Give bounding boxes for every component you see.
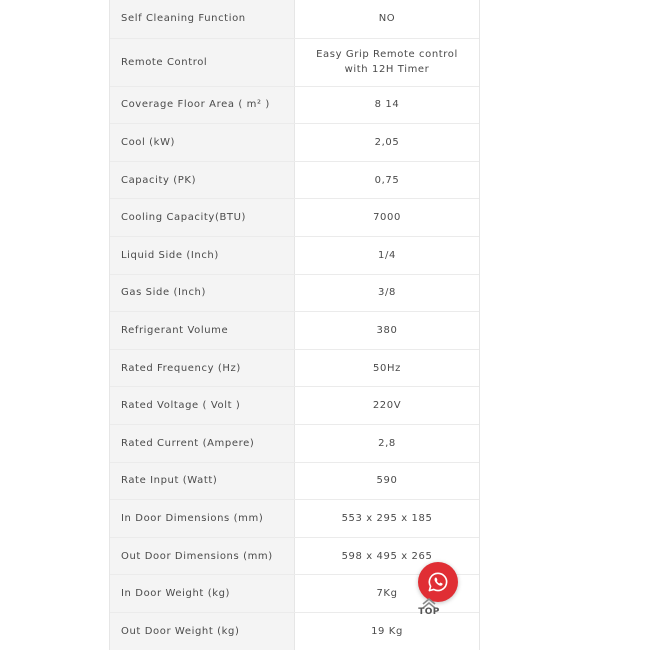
- spec-value: 1/4: [295, 237, 479, 274]
- table-row: [110, 123, 479, 161]
- spec-value: NO: [295, 0, 479, 38]
- table-row: [110, 499, 479, 537]
- spec-value: 553 x 295 x 185: [295, 500, 479, 537]
- table-row: [110, 161, 479, 199]
- spec-label: Capacity (PK): [110, 162, 295, 199]
- table-row: [110, 38, 479, 86]
- spec-label: Liquid Side (Inch): [110, 237, 295, 274]
- spec-value: 7Kg: [295, 575, 479, 612]
- spec-value: 19 Kg: [295, 613, 479, 650]
- table-row: [110, 424, 479, 462]
- whatsapp-icon: [427, 571, 449, 593]
- spec-label: Out Door Weight (kg): [110, 613, 295, 650]
- spec-value: 2,05: [295, 124, 479, 161]
- spec-value: 50Hz: [295, 350, 479, 387]
- spec-label: Self Cleaning Function: [110, 0, 295, 38]
- table-row: [110, 274, 479, 312]
- spec-label: In Door Dimensions (mm): [110, 500, 295, 537]
- spec-label: Gas Side (Inch): [110, 275, 295, 312]
- back-to-top-button[interactable]: [414, 597, 444, 623]
- spec-value: 598 x 495 x 265: [295, 538, 479, 575]
- spec-value: 2,8: [295, 425, 479, 462]
- spec-label: Cooling Capacity(BTU): [110, 199, 295, 236]
- spec-value: 0,75: [295, 162, 479, 199]
- table-row: [110, 198, 479, 236]
- spec-table: [109, 0, 480, 650]
- spec-value: 7000: [295, 199, 479, 236]
- spec-label: Rated Frequency (Hz): [110, 350, 295, 387]
- spec-label: Rated Current (Ampere): [110, 425, 295, 462]
- spec-value: 3/8: [295, 275, 479, 312]
- table-row: [110, 462, 479, 500]
- whatsapp-chat-button[interactable]: [418, 562, 458, 602]
- spec-label: Out Door Dimensions (mm): [110, 538, 295, 575]
- table-row: [110, 349, 479, 387]
- table-row: [110, 236, 479, 274]
- spec-label: Rated Voltage ( Volt ): [110, 387, 295, 424]
- spec-value: Easy Grip Remote control with 12H Timer: [295, 39, 479, 86]
- spec-value: 590: [295, 463, 479, 500]
- table-row: [110, 86, 479, 124]
- table-row: [110, 386, 479, 424]
- spec-value: 8 14: [295, 87, 479, 124]
- spec-label: Remote Control: [110, 39, 295, 86]
- spec-value: 380: [295, 312, 479, 349]
- spec-label: Cool (kW): [110, 124, 295, 161]
- spec-value: 220V: [295, 387, 479, 424]
- table-row: [110, 0, 479, 38]
- table-row: [110, 311, 479, 349]
- spec-label: In Door Weight (kg): [110, 575, 295, 612]
- back-to-top-label: TOP: [418, 607, 440, 617]
- spec-label: Rate Input (Watt): [110, 463, 295, 500]
- spec-label: Coverage Floor Area ( m² ): [110, 87, 295, 124]
- spec-label: Refrigerant Volume: [110, 312, 295, 349]
